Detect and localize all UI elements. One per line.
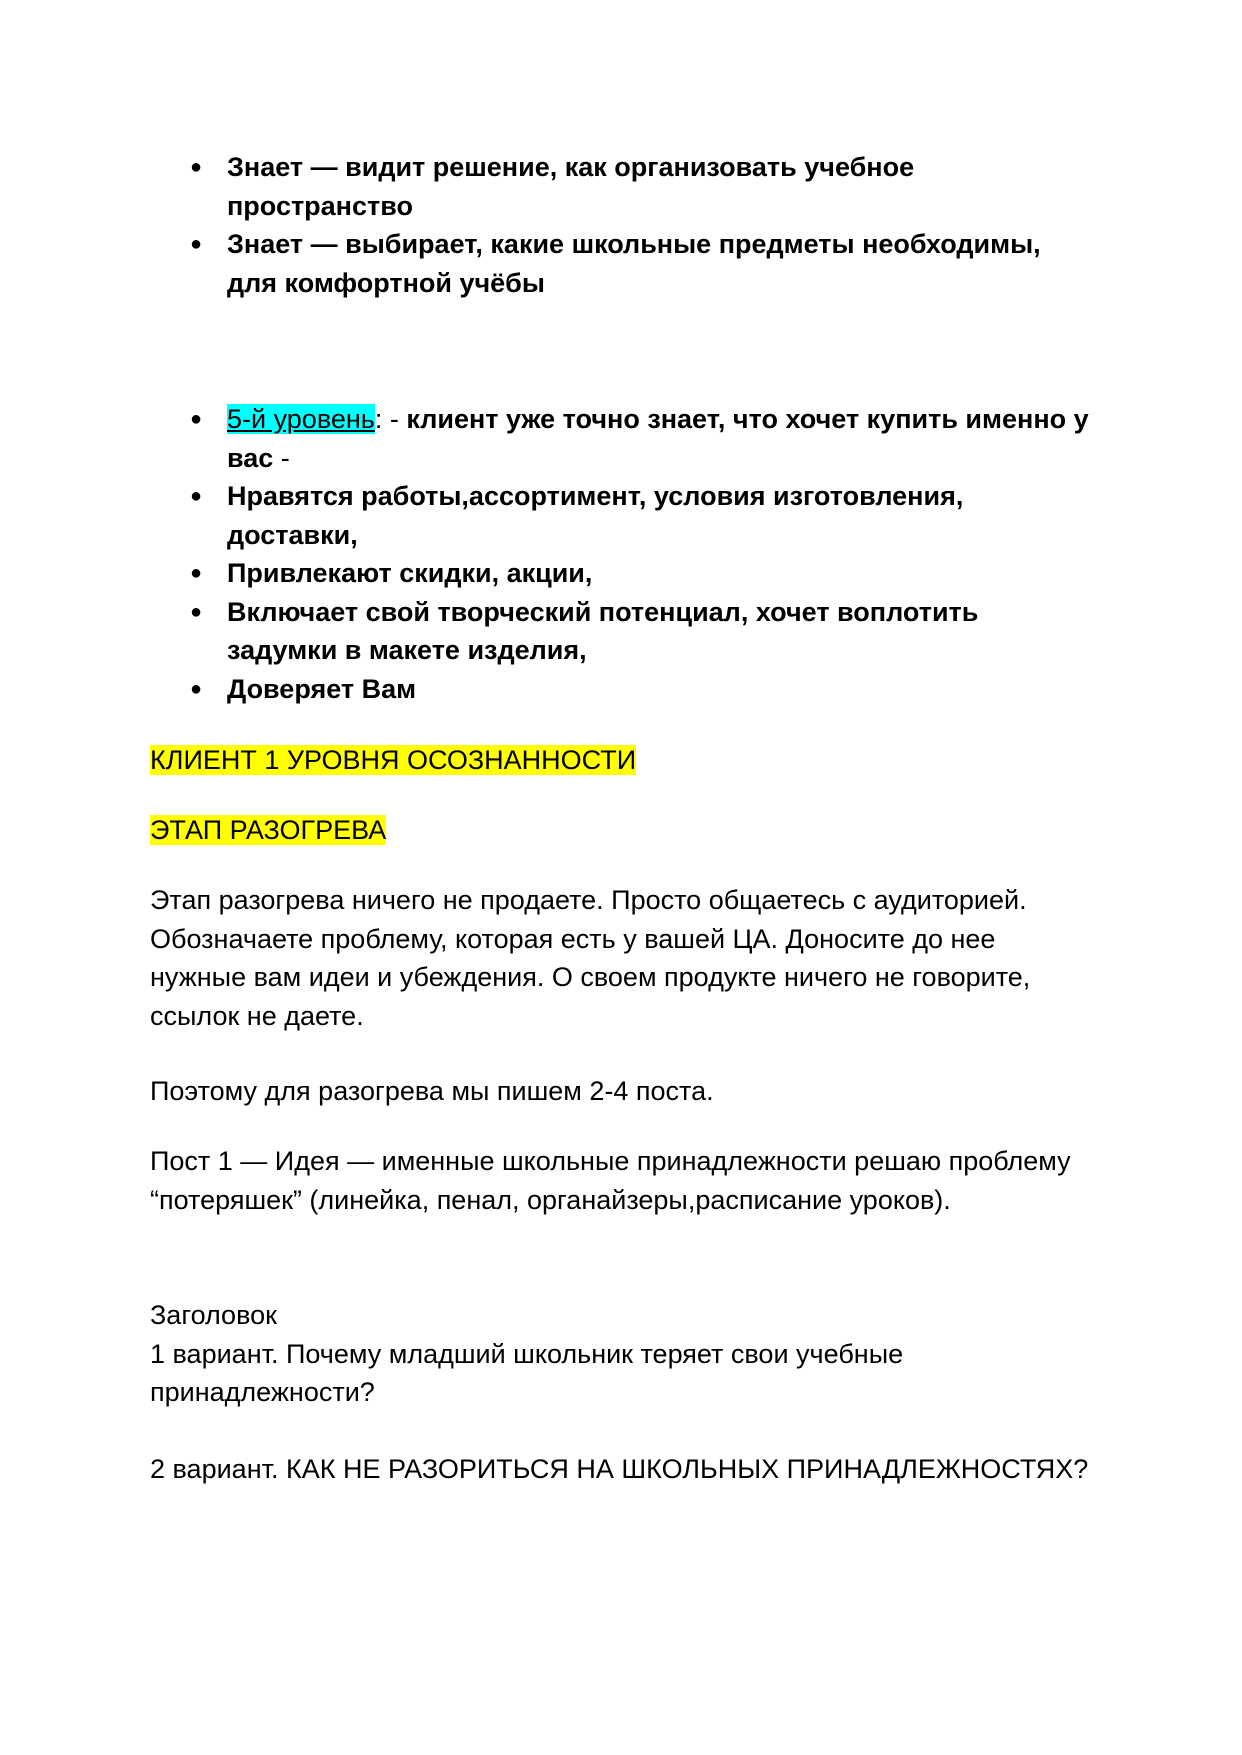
headline-variant-1: 1 вариант. Почему младший школьник теряет свои учебные принадлежности? [150,1338,904,1407]
headline-variant-2: 2 вариант. КАК НЕ РАЗОРИТЬСЯ НА ШКОЛЬНЫХ ПРИНАДЛЕЖНОСТЯХ? [150,1454,1089,1484]
paragraph-post-1-idea: Пост 1 — Идея — именные школьные принадлежности решаю проблему “потеряшек” (линейка, пенал, органайзеры,расписание уроков). [150,1146,1071,1215]
bullet-icon: ● [190,233,203,255]
list-item-level-5 [150,400,1090,477]
heading-warmup-stage [150,811,1090,850]
highlighted-heading: КЛИЕНТ 1 УРОВНЯ ОСОЗНАННОСТИ [150,745,637,775]
highlighted-heading: ЭТАП РАЗОГРЕВА [150,815,387,845]
list-item-text: Нравятся работы,ассортимент, условия изготовления, доставки, [227,481,964,550]
bullet-icon: ● [190,562,203,584]
paragraph-warmup-description: Этап разогрева ничего не продаете. Просто общаетесь с аудиторией. Обозначаете проблему, которая есть у вашей ЦА. Доносите до нее нужные вам идеи и убеждения. О своем продукте ничего не говорите, ссылок не даете. [150,885,1031,1031]
list-item [150,477,1090,554]
bullet-icon: ● [190,408,203,430]
list-item [150,225,1090,302]
bullet-icon: ● [190,677,203,700]
bullet-icon: ● [190,156,203,178]
trailing-dash: - [273,442,290,473]
heading-client-level-1 [150,741,1090,780]
list-item-text: Привлекают скидки, акции, [227,558,593,588]
bullet-list-level-5 [150,400,1090,708]
bullet-icon: ● [190,485,203,507]
list-item-text: клиент уже точно знает, что хочет купить именно у вас [227,404,1089,473]
list-item [150,148,1090,225]
list-item [150,593,1090,670]
list-item-text: Знает — выбирает, какие школьные предметы необходимы, для комфортной учёбы [227,229,1041,298]
paragraph-post-count: Поэтому для разогрева мы пишем 2-4 поста. [150,1076,714,1106]
list-item-text: Включает свой творческий потенциал, хочет воплотить задумки в макете изделия, [227,596,979,665]
list-item [150,670,1090,709]
paragraph-headline-variants [150,1296,1090,1412]
level-5-link[interactable]: 5-й уровень [227,404,375,434]
list-item-text: Доверяет Вам [227,673,417,704]
list-item [150,554,1090,593]
bullet-icon: ● [190,600,203,623]
list-item-text: Знает — видит решение, как организовать учебное пространство [227,152,915,221]
separator-text: : - [374,404,407,434]
headline-label: Заголовок [150,1300,277,1330]
bullet-list-knows [150,148,1090,302]
